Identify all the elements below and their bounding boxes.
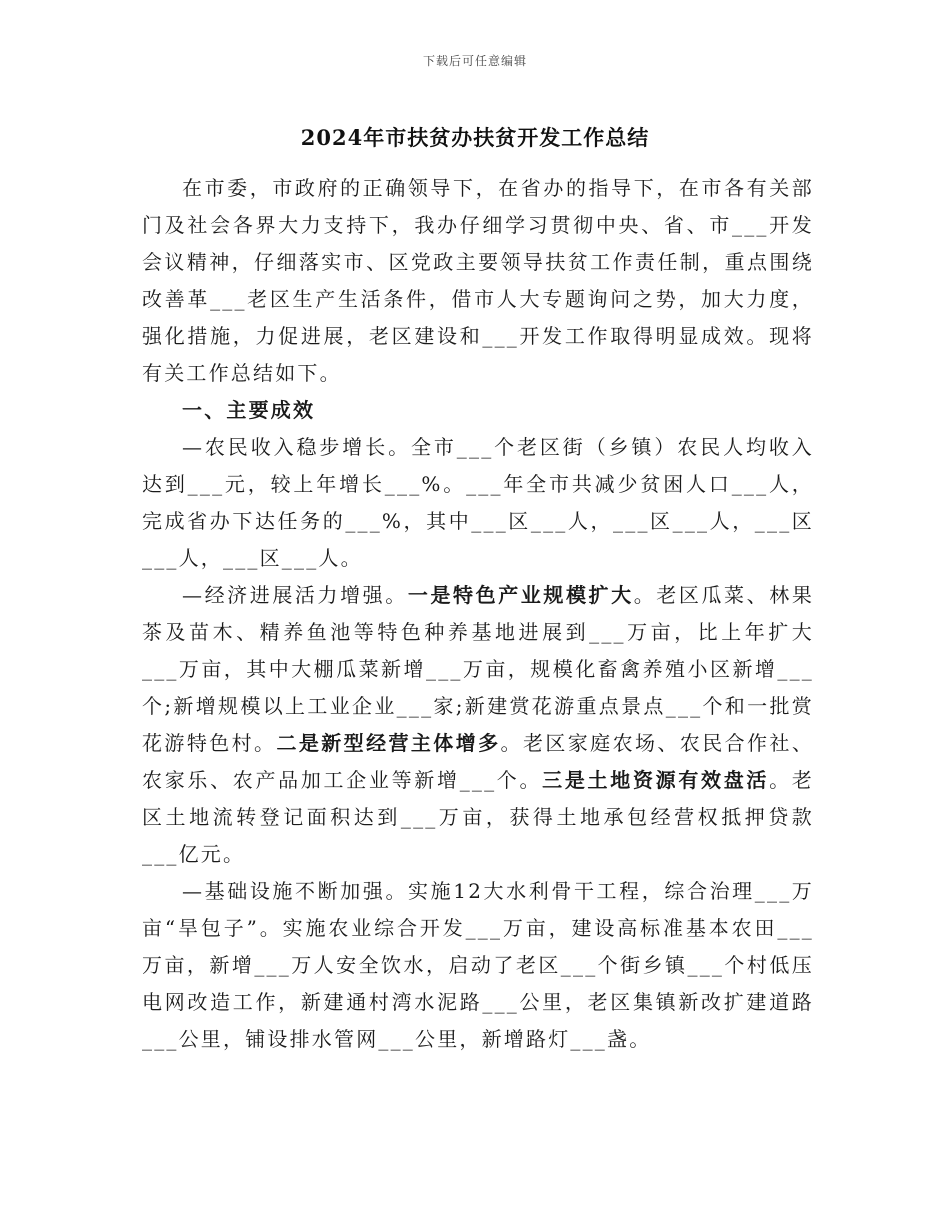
- document-title: 2024年市扶贫办扶贫开发工作总结: [300, 125, 650, 150]
- economy-point-1-heading: 一是特色产业规模扩大: [407, 583, 634, 607]
- economy-point-2-text: 。老区家庭农场、农民合作社、农家乐、农产品加工企业等新增___个。: [142, 731, 815, 792]
- economy-point-1-text: 。老区瓜菜、林果茶及苗木、精养鱼池等特色种养基地进展到___万亩，比上年扩大___万亩，其中大棚瓜菜新增___万亩，规模化畜禽养殖小区新增___个;新增规模以上工业企业___家;新建赏花游重点景点___个和一批赏花游特色村。: [142, 583, 815, 755]
- economy-point-3-heading: 三是土地资源有效盘活: [542, 768, 770, 792]
- section-heading: 一、主要成效: [182, 398, 316, 422]
- paragraph-infrastructure: —基础设施不断加强。实施12大水利骨干工程，综合治理___万亩“旱包子”。实施农业综合开发___万亩，建设高标准基本农田___万亩，新增___万人安全饮水，启动了老区___个街乡镇___个村低压电网改造工作，新建通村湾水泥路___公里，老区集镇新改扩建道路___公里，铺设排水管网___公里，新增路灯___盏。: [142, 879, 814, 1051]
- paragraph-income: —农民收入稳步增长。全市___个老区街（乡镇）农民人均收入达到___元，较上年增长___%。___年全市共减少贫困人口___人，完成省办下达任务的___%，其中___区___人，___区___人，___区___人，___区___人。: [142, 435, 814, 570]
- economy-point-2-heading: 二是新型经营主体增多: [276, 731, 501, 755]
- economy-lead: —经济进展活力增强。: [182, 583, 408, 607]
- document-body: [142, 170, 814, 1058]
- economy-point-3-text: 。老区土地流转登记面积达到___万亩，获得土地承包经营权抵押贷款___亿元。: [142, 768, 814, 866]
- header-note: 下载后可任意编辑: [422, 54, 527, 68]
- paragraph-intro: 在市委，市政府的正确领导下，在省办的指导下，在市各有关部门及社会各界大力支持下，我办仔细学习贯彻中央、省、市___开发会议精神，仔细落实市、区党政主要领导扶贫工作责任制，重点围绕改善革___老区生产生活条件，借市人大专题询问之势，加大力度，强化措施，力促进展，老区建设和___开发工作取得明显成效。现将有关工作总结如下。: [142, 176, 814, 385]
- paragraph-economy: [142, 577, 814, 873]
